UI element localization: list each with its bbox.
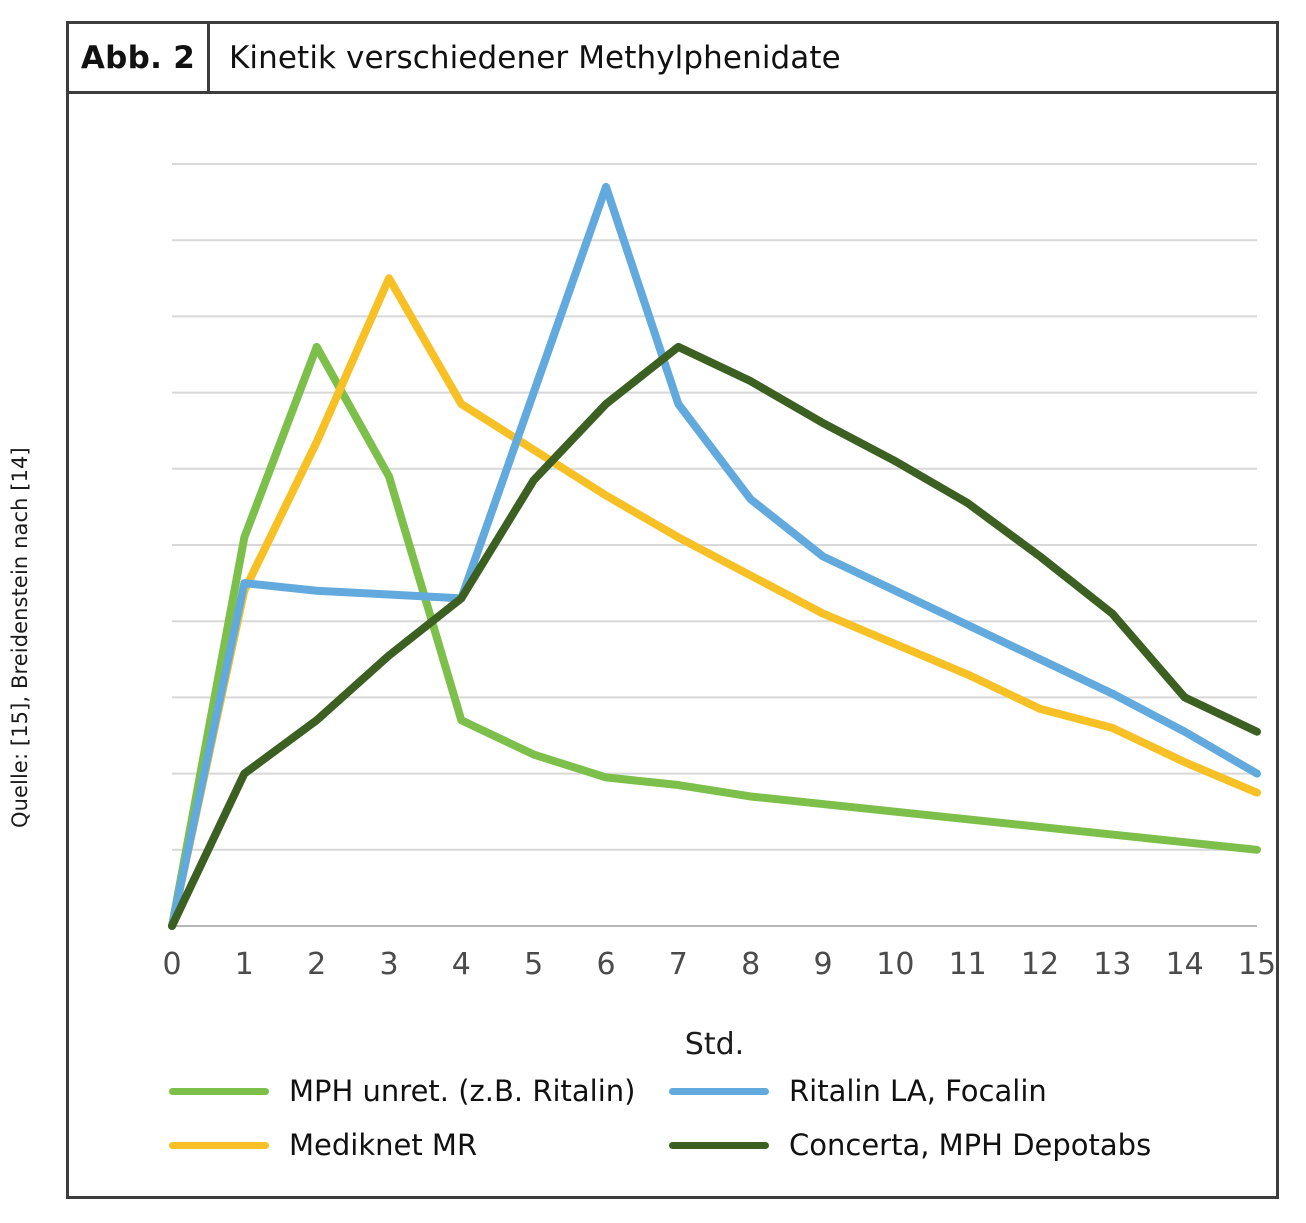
figure-title: Kinetik verschiedener Methylphenidate — [229, 39, 841, 76]
x-tick-label: 10 — [876, 947, 915, 982]
x-tick-label: 0 — [162, 947, 182, 982]
x-tick-label: 4 — [451, 947, 471, 982]
legend-swatch-darkgreen — [669, 1142, 769, 1149]
chart-legend — [169, 1064, 1289, 1172]
legend-item — [169, 1128, 669, 1162]
legend-item — [169, 1074, 669, 1108]
legend-label: Mediknet MR — [289, 1128, 478, 1162]
legend-item — [669, 1128, 1229, 1162]
x-tick-label: 9 — [813, 947, 833, 982]
legend-label: Concerta, MPH Depotabs — [789, 1128, 1152, 1162]
series-line — [172, 347, 1257, 926]
figure-number: Abb. 2 — [69, 24, 210, 91]
x-tick-label: 13 — [1093, 947, 1132, 982]
legend-label: Ritalin LA, Focalin — [789, 1074, 1047, 1108]
legend-swatch-green — [169, 1088, 269, 1095]
legend-item — [669, 1074, 1229, 1108]
x-tick-label: 7 — [668, 947, 688, 982]
legend-swatch-blue — [669, 1088, 769, 1095]
x-tick-label: 6 — [596, 947, 616, 982]
legend-label: MPH unret. (z.B. Ritalin) — [289, 1074, 636, 1108]
x-tick-label: 14 — [1165, 947, 1204, 982]
x-tick-label: 2 — [307, 947, 327, 982]
x-tick-label: 1 — [234, 947, 254, 982]
x-tick-label: 15 — [1237, 947, 1276, 982]
x-axis-title: Std. — [684, 1027, 745, 1062]
legend-swatch-yellow — [169, 1142, 269, 1149]
series-line — [172, 347, 1257, 926]
x-tick-label: 8 — [741, 947, 761, 982]
plot-area — [69, 94, 1276, 1196]
legend-row — [169, 1118, 1289, 1172]
x-tick-label: 3 — [379, 947, 399, 982]
x-tick-label: 11 — [948, 947, 987, 982]
source-credit: Quelle: [15], Breidenstein nach [14] — [8, 447, 32, 828]
x-tick-label: 5 — [524, 947, 544, 982]
x-tick-label: 12 — [1020, 947, 1060, 982]
figure-header — [69, 24, 1276, 94]
legend-row — [169, 1064, 1289, 1118]
figure-box — [66, 21, 1279, 1199]
line-chart — [69, 94, 1276, 1196]
